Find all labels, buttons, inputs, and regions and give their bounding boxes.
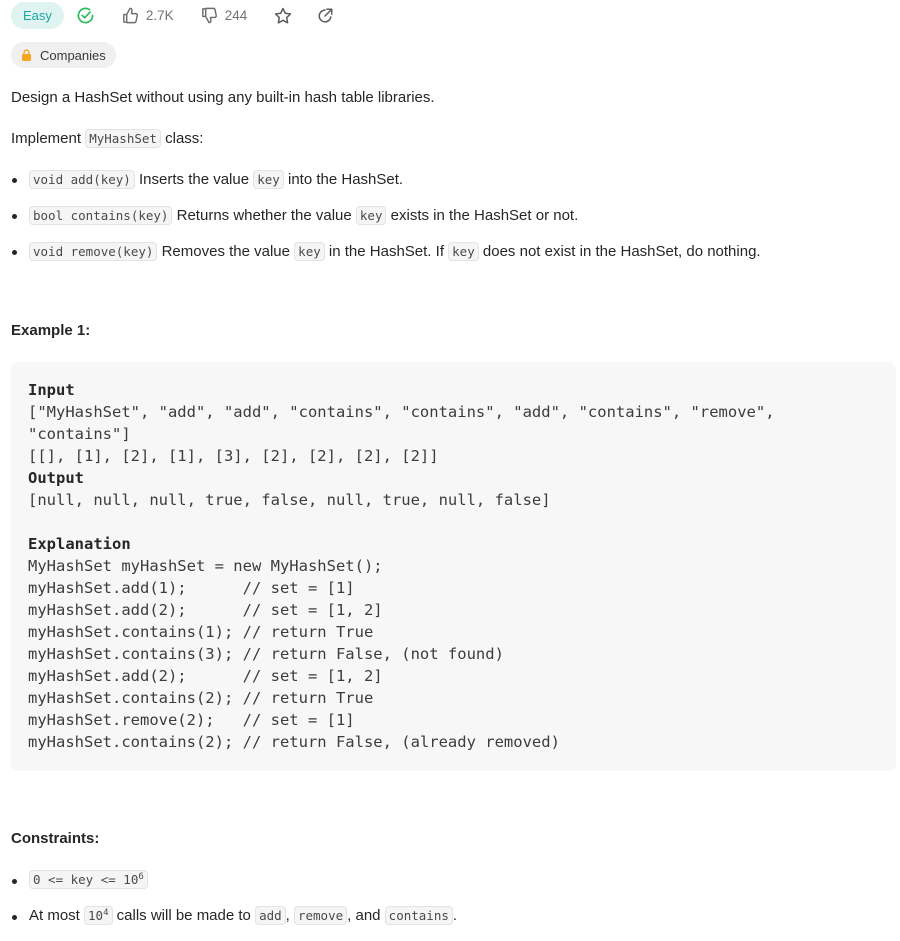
share-icon[interactable]: [316, 7, 334, 25]
inline-code: void add(key): [29, 170, 135, 189]
example-title: Example 1:: [11, 322, 91, 339]
list-item: void remove(key) Removes the value key in the HashSet. If key does not exist in the HashSet, do nothing.: [11, 241, 896, 263]
inline-code: key: [356, 206, 387, 225]
lock-icon: [21, 49, 32, 61]
like-button[interactable]: [121, 6, 174, 25]
constraints-list: [11, 869, 457, 941]
difficulty-badge: Easy: [11, 2, 64, 29]
inline-code: key: [294, 242, 325, 261]
companies-label: Companies: [40, 47, 106, 63]
code-line: ["MyHashSet", "add", "add", "contains", "contains", "add", "contains", "remove",: [28, 403, 775, 421]
code-line: MyHashSet myHashSet = new MyHashSet();: [28, 557, 383, 575]
inline-code: remove: [294, 906, 347, 925]
companies-tag[interactable]: [11, 42, 116, 68]
problem-description: [11, 87, 896, 277]
thumbs-up-icon: [121, 6, 146, 25]
list-item: bool contains(key) Returns whether the value key exists in the HashSet or not.: [11, 205, 896, 227]
code-line: myHashSet.add(2); // set = [1, 2]: [28, 601, 383, 619]
inline-code: 0 <= key <= $10^6$: [29, 870, 148, 889]
inline-code: $10^4$: [84, 906, 112, 925]
solved-check-icon: [76, 6, 95, 25]
code-line: myHashSet.contains(2); // return True: [28, 689, 374, 707]
thumbs-down-icon: [200, 6, 225, 25]
code-line: myHashSet.contains(3); // return False, (not found): [28, 645, 504, 663]
method-list: [11, 169, 896, 263]
dislike-button[interactable]: [200, 6, 248, 25]
code-line: myHashSet.add(2); // set = [1, 2]: [28, 667, 383, 685]
inline-code: bool contains(key): [29, 206, 172, 225]
list-item: At most $10^4$ calls will be made to add , remove , and contains .: [11, 905, 457, 927]
like-count: 2.7K: [145, 8, 174, 23]
inline-code: MyHashSet: [85, 129, 161, 148]
dislike-count: 244: [224, 8, 248, 23]
code-line: myHashSet.contains(1); // return True: [28, 623, 374, 641]
example-block: [11, 362, 896, 771]
implement-text: Implement MyHashSet class:: [11, 130, 204, 147]
problem-toolbar: [11, 0, 334, 31]
output-label: Output: [28, 469, 84, 487]
code-line: [[], [1], [2], [1], [3], [2], [2], [2], [2]]: [28, 447, 439, 465]
constraints-title: Constraints:: [11, 830, 100, 847]
code-line: myHashSet.add(1); // set = [1]: [28, 579, 355, 597]
code-line: "contains"]: [28, 425, 131, 443]
input-label: Input: [28, 381, 75, 399]
list-item: [11, 869, 457, 891]
explanation-label: Explanation: [28, 535, 131, 553]
favorite-star-icon[interactable]: [273, 6, 293, 26]
code-line: myHashSet.remove(2); // set = [1]: [28, 711, 355, 729]
inline-code: contains: [385, 906, 453, 925]
list-item: void add(key) Inserts the value key into the HashSet.: [11, 169, 896, 191]
intro-text: Design a HashSet without using any built-in hash table libraries.: [11, 89, 435, 106]
code-line: myHashSet.contains(2); // return False, (already removed): [28, 733, 560, 751]
inline-code: add: [255, 906, 286, 925]
inline-code: key: [253, 170, 284, 189]
code-line: [null, null, null, true, false, null, true, null, false]: [28, 491, 551, 509]
inline-code: void remove(key): [29, 242, 157, 261]
inline-code: key: [448, 242, 479, 261]
